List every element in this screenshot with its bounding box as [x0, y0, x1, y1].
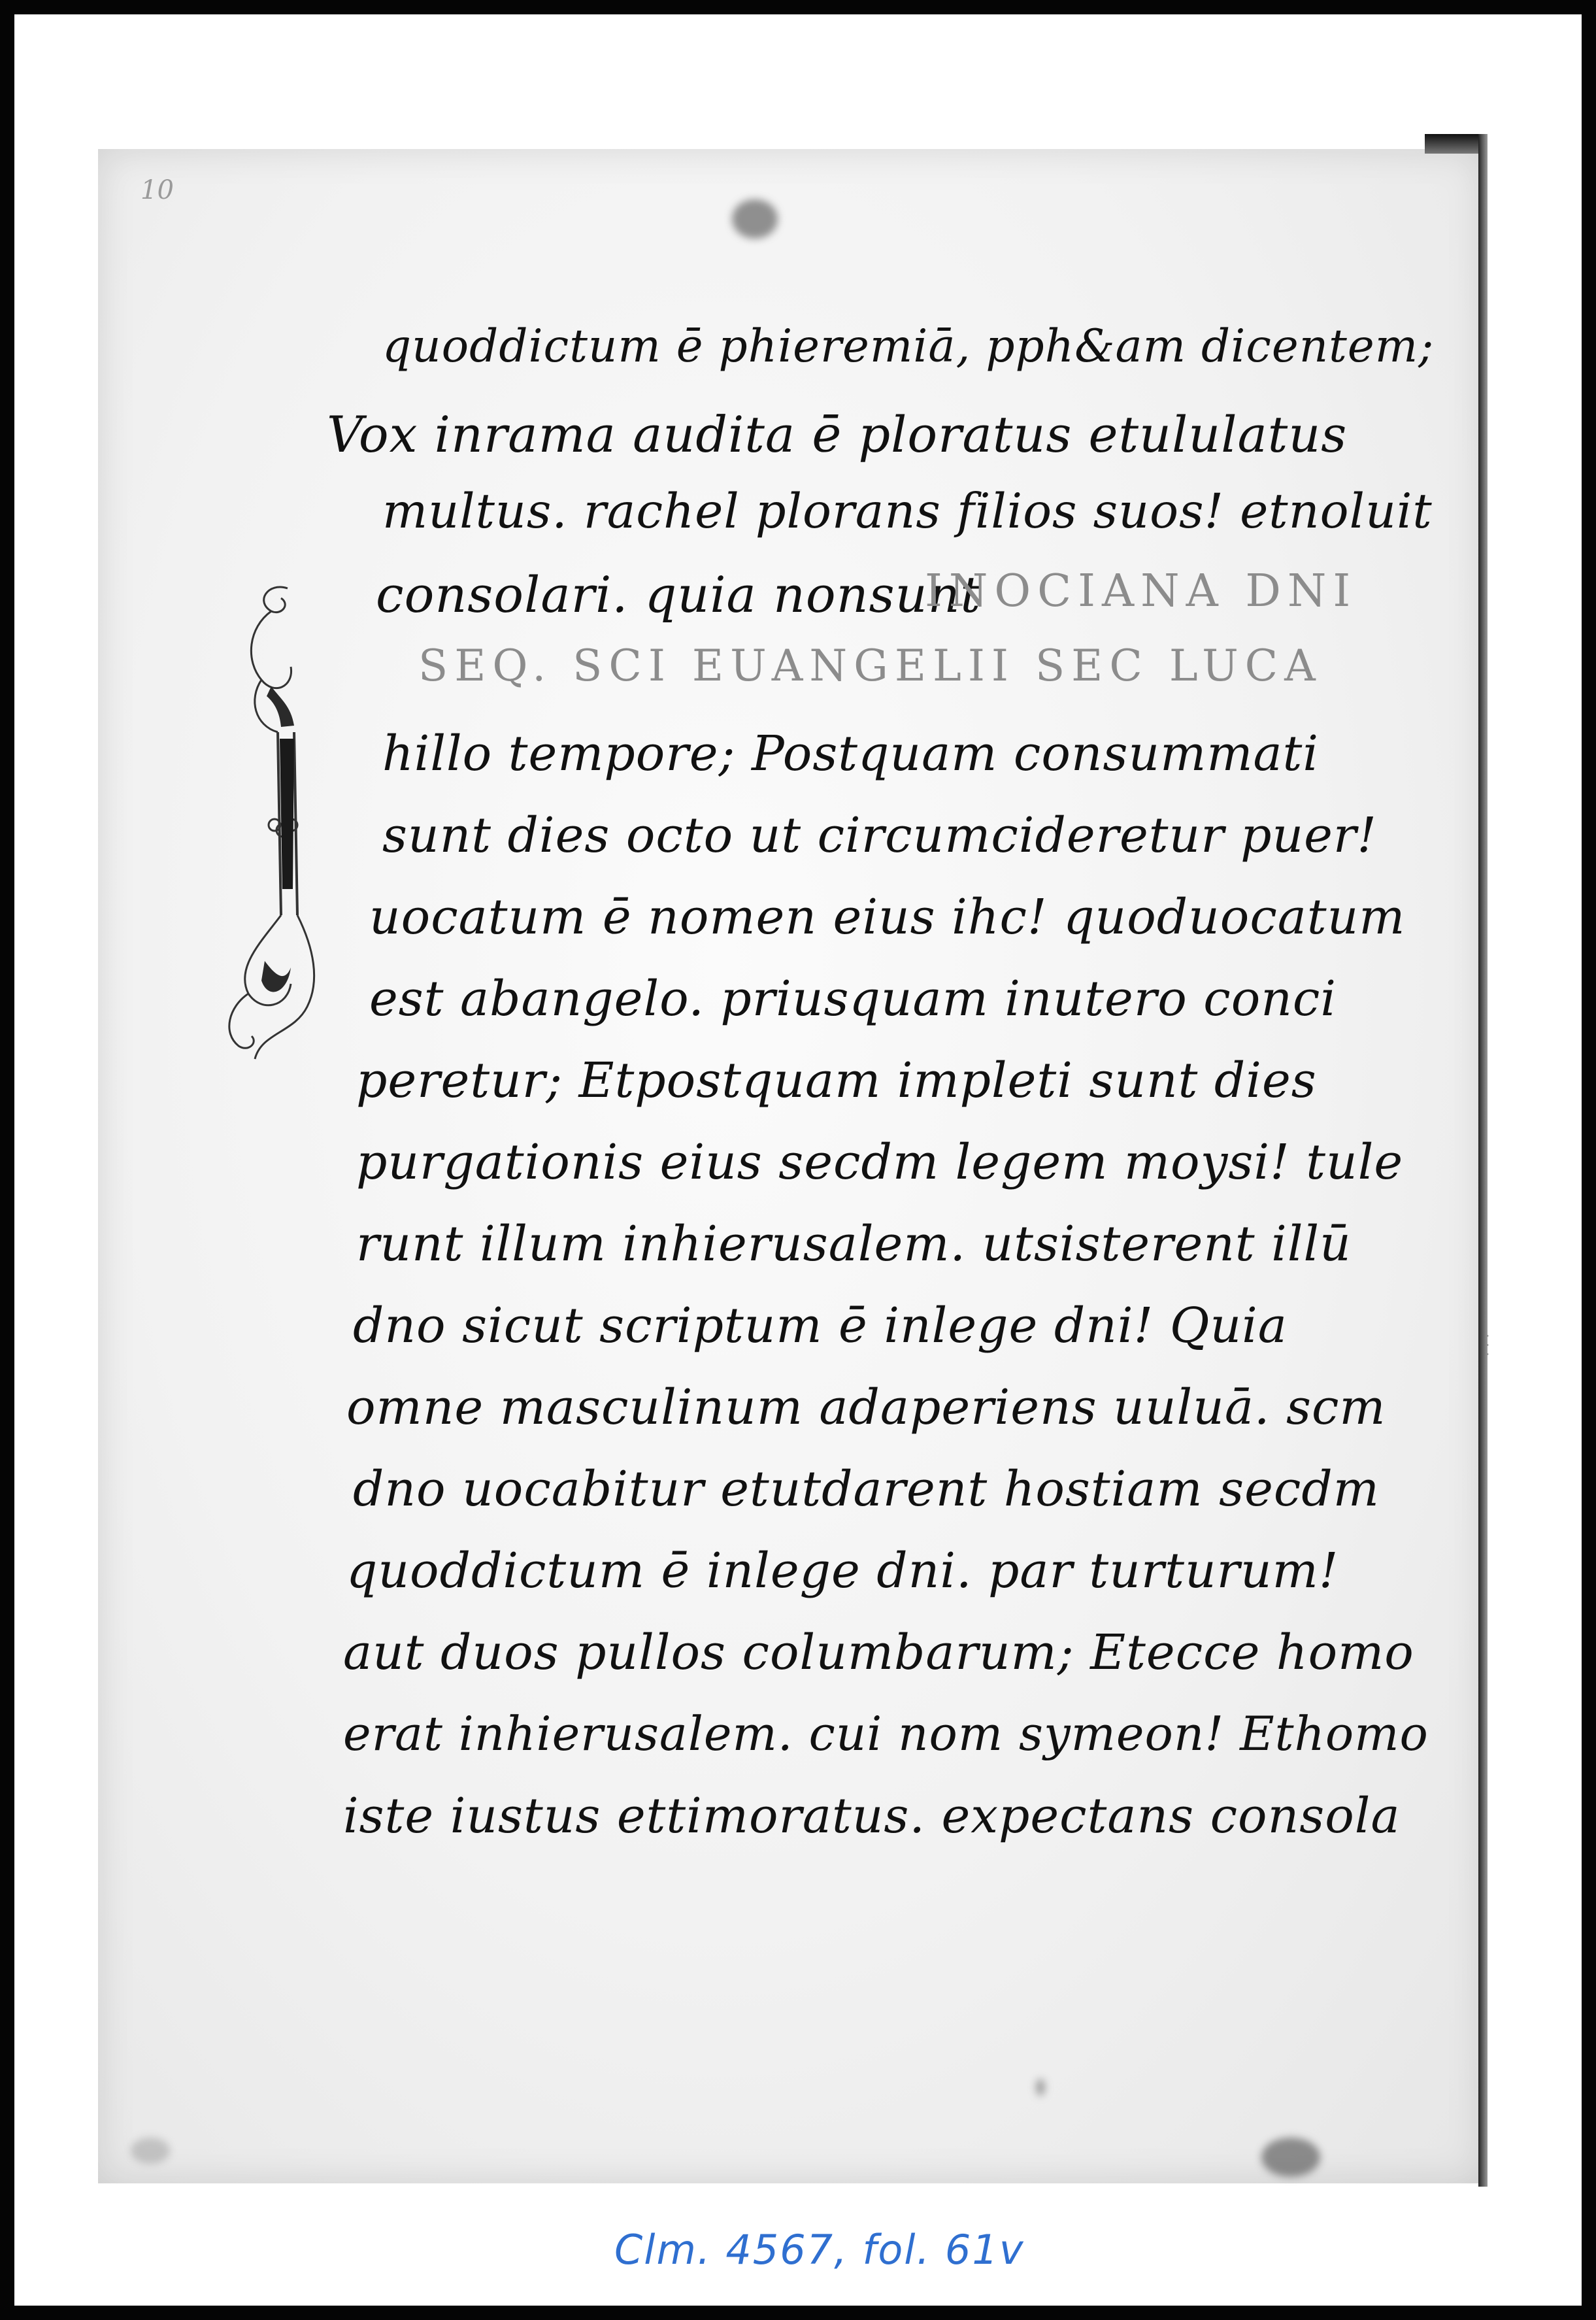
manuscript-line: erat inhierusalem. cui nom symeon! Ethomo	[343, 1706, 1429, 1761]
edge-marks: · · ·	[1478, 1334, 1495, 1356]
manuscript-line: uocatum ē nomen eius ihc! quoduocatum	[369, 889, 1406, 945]
manuscript-line: peretur; Etpostquam impleti sunt dies	[356, 1052, 1317, 1109]
manuscript-line: sunt dies octo ut circumcideretur puer!	[382, 807, 1378, 864]
folio-mark: 10	[141, 175, 174, 205]
manuscript-line: iste iustus ettimoratus. expectans consola	[343, 1788, 1401, 1844]
manuscript-line: quoddictum ē phieremiā, pph&am dicentem;	[382, 320, 1435, 373]
ink-stain	[732, 199, 778, 239]
ink-stain	[131, 2138, 170, 2164]
page-edge-top	[1425, 134, 1484, 154]
manuscript-line: multus. rachel plorans filios suos! etnoluit	[382, 484, 1433, 539]
manuscript-line: consolari. quia nonsunt	[376, 565, 982, 624]
archive-label: Clm. 4567, fol. 61v	[614, 2226, 1025, 2274]
manuscript-line: dno sicut scriptum ē inlege dni! Quia	[353, 1298, 1288, 1354]
manuscript-line: est abangelo. priusquam inutero conci	[369, 971, 1337, 1027]
ink-stain	[1261, 2138, 1320, 2177]
manuscript-line: dno uocabitur etutdarent hostiam secdm	[353, 1461, 1380, 1517]
rubric-heading: INOCIANA DNI	[925, 565, 1357, 617]
manuscript-line: runt illum inhierusalem. utsisterent illū	[356, 1216, 1352, 1272]
manuscript-line: purgationis eius secdm legem moysi! tule	[356, 1134, 1404, 1190]
manuscript-line: hillo tempore; Postquam consummati	[382, 726, 1320, 782]
ink-stain	[1036, 2079, 1045, 2096]
page-edge	[1478, 134, 1488, 2187]
manuscript-line: Vox inrama audita ē ploratus etululatus	[327, 405, 1348, 463]
manuscript-line: omne masculinum adaperiens uuluā. scm	[346, 1379, 1386, 1436]
rubric-heading: SEQ. SCI EUANGELII SEC LUCA	[418, 641, 1322, 691]
decorated-initial-icon	[209, 575, 340, 1072]
manuscript-line: quoddictum ē inlege dni. par turturum!	[346, 1543, 1339, 1599]
manuscript-line: aut duos pullos columbarum; Etecce homo	[343, 1624, 1414, 1681]
